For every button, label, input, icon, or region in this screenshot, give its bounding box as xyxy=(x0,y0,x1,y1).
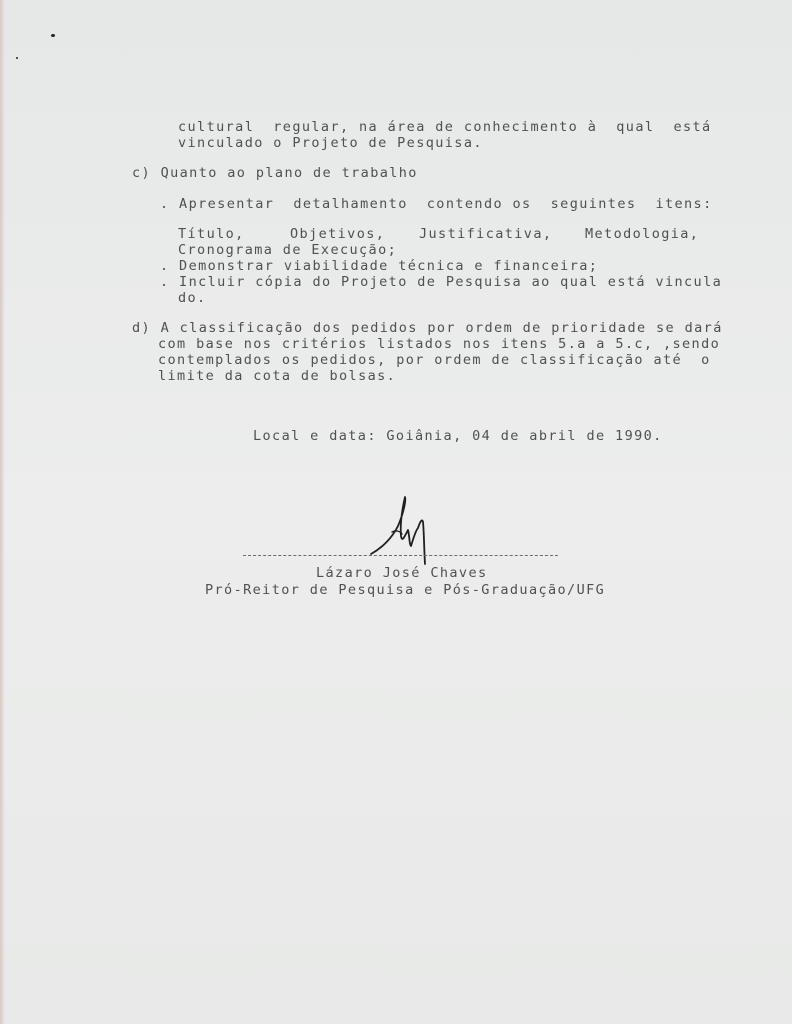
item-list-entry: Justificativa, xyxy=(419,226,553,242)
signatory-name: Lázaro José Chaves xyxy=(316,565,488,581)
paper-edge xyxy=(0,0,5,1024)
speck-mark xyxy=(16,57,18,59)
item-list-entry: Metodologia, xyxy=(585,226,700,242)
bullet-item: . Incluir cópia do Projeto de Pesquisa ao qual está vincula xyxy=(160,274,723,290)
section-c-heading: c) Quanto ao plano de trabalho xyxy=(132,165,418,181)
signature-line xyxy=(243,555,558,556)
paragraph-line: cultural regular, na área de conhecimento à qual está xyxy=(178,119,712,135)
section-d-line: limite da cota de bolsas. xyxy=(158,368,397,384)
section-d-line: contemplados os pedidos, por ordem de classificação até o xyxy=(158,352,711,368)
speck-mark xyxy=(51,34,55,37)
paragraph-line: vinculado o Projeto de Pesquisa. xyxy=(178,135,483,151)
item-list-entry: Objetivos, xyxy=(290,226,386,242)
item-list-entry: Título, xyxy=(178,226,245,242)
place-date: Local e data: Goiânia, 04 de abril de 1990. xyxy=(253,428,663,444)
signatory-title: Pró-Reitor de Pesquisa e Pós-Graduação/UFG xyxy=(205,582,606,598)
section-d-line: com base nos critérios listados nos itens 5.a a 5.c, ,sendo xyxy=(158,336,721,352)
item-list-entry: Cronograma de Execução; xyxy=(178,242,398,258)
handwritten-signature xyxy=(362,492,452,572)
bullet-item-continuation: do. xyxy=(178,290,207,306)
bullet-item: . Apresentar detalhamento contendo os seguintes itens: xyxy=(160,196,713,212)
bullet-item: . Demonstrar viabilidade técnica e financeira; xyxy=(160,258,599,274)
section-d-line: d) A classificação dos pedidos por ordem de prioridade se dará xyxy=(132,320,723,336)
